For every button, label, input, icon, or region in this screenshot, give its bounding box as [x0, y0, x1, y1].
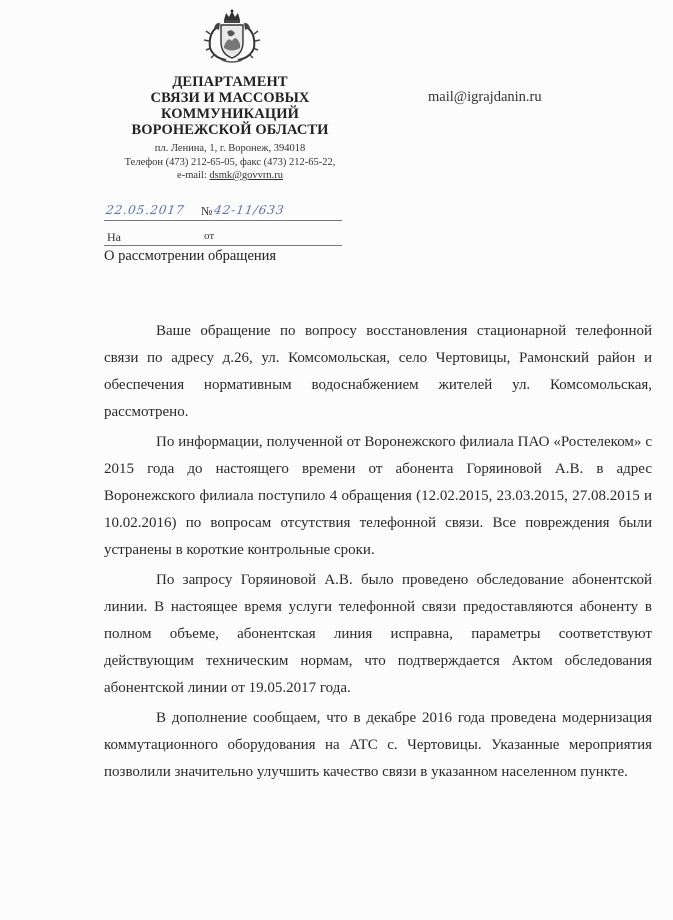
department-address: пл. Ленина, 1, г. Воронеж, 394018 [154, 143, 306, 154]
number-sign: № [201, 204, 213, 218]
reply-reference-line [104, 228, 342, 246]
recipient-email: mail@igrajdanin.ru [428, 89, 542, 105]
body-paragraph: По запросу Горяиновой А.В. было проведено обследование абонентской линии. В настоящее время услуги телефонной связи предоставляются абоненту в полном объеме, абонентская линия исправна, параметры соответствуют действующим техническим нормам, что подтверждается Актом обследования абонентской линии от 19.05.2017 года. [104, 572, 652, 696]
reply-to-label: На [107, 230, 121, 244]
letter-body [104, 318, 652, 789]
body-paragraph: По информации, полученной от Воронежского филиала ПАО «Ростелеком» с 2015 года до настоящего времени от абонента Горяиновой А.В. в адрес Воронежского филиала поступило 4 обращения (12.02.2015, 23.03.2015, 27.08.2015 и 10.02.2016) по вопросам отсутствия телефонной связи. Все повреждения были устранены в короткие контрольные сроки. [104, 434, 652, 558]
body-paragraph: В дополнение сообщаем, что в декабре 2016 года проведена модернизация коммутационного оборудования на АТС с. Чертовицы. Указанные мероприятия позволили значительно улучшить качество связи в указанном населенном пункте. [104, 710, 652, 780]
department-email-link[interactable]: dsmk@govvrn.ru [209, 170, 283, 181]
department-phone-fax: Телефон (473) 212-65-05, факс (473) 212-65-22, [124, 156, 336, 168]
department-line: КОММУНИКАЦИЙ [160, 106, 300, 122]
department-name [105, 74, 355, 138]
reply-from-label: от [204, 230, 215, 242]
email-label: e-mail: [177, 170, 210, 181]
handwritten-date: 22.05.2017 [105, 203, 186, 217]
department-contacts [105, 142, 355, 183]
department-line: ДЕПАРТАМЕНТ [172, 74, 288, 90]
handwritten-registration-number: 42-11/633 [213, 203, 286, 217]
letter-subject: О рассмотрении обращения [104, 248, 277, 264]
registration-date-number-line [104, 203, 342, 221]
department-line: СВЯЗИ И МАССОВЫХ [150, 90, 310, 106]
department-line: ВОРОНЕЖСКОЙ ОБЛАСТИ [131, 122, 329, 138]
body-paragraph: Ваше обращение по вопросу восстановления стационарной телефонной связи по адресу д.26, ул. Комсомольская, село Чертовицы, Рамонский район и обеспечения нормативным водоснабжением жителей ул. Комсомольская, рассмотрено. [104, 323, 652, 420]
department-email-row [105, 169, 355, 183]
coat-of-arms-icon [200, 8, 264, 66]
